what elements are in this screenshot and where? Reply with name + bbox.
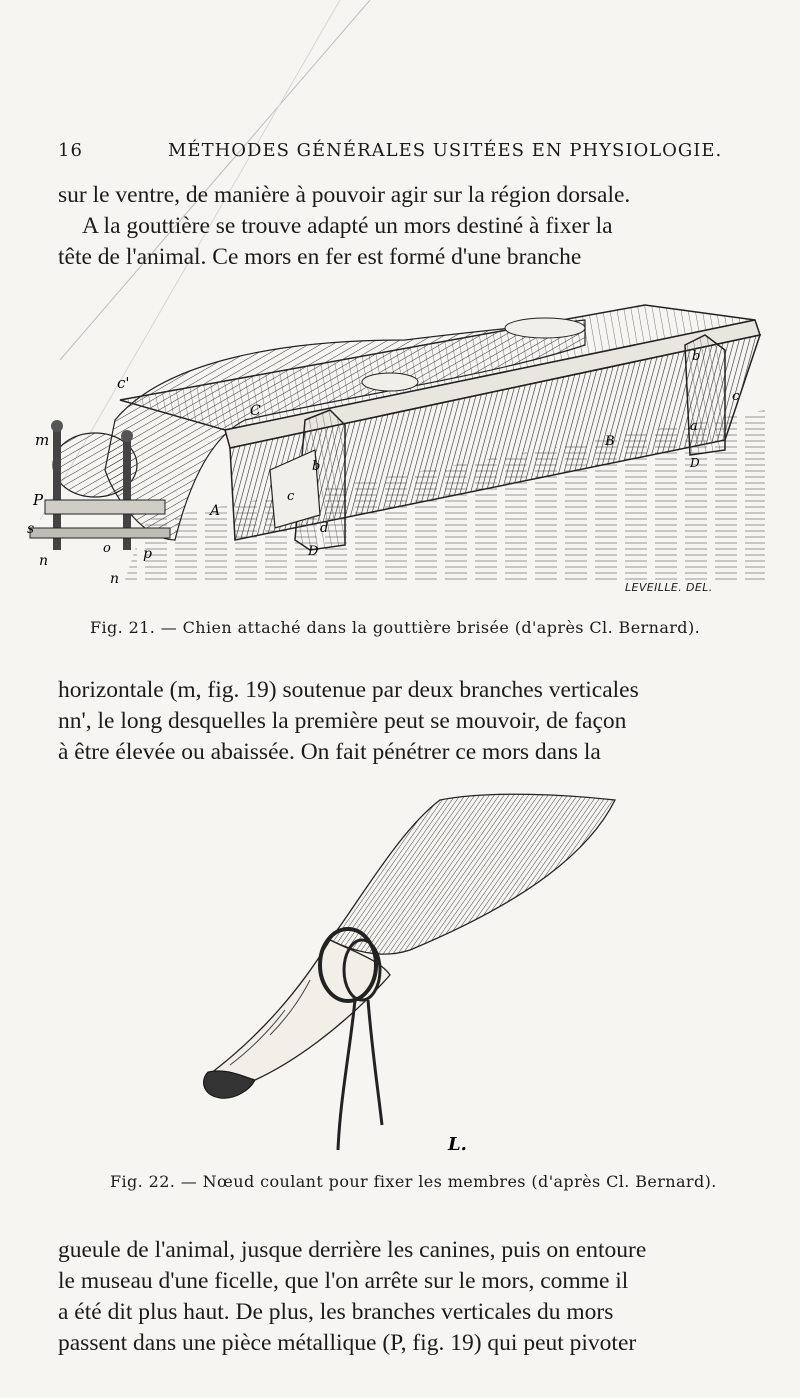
- figure-22-illustration: [190, 790, 630, 1160]
- svg-text:a: a: [690, 419, 698, 434]
- text-line: sur le ventre, de manière à pouvoir agir sur la région dorsale.: [58, 182, 631, 208]
- text-line: a été dit plus haut. De plus, les branches verticales du mors: [58, 1299, 614, 1325]
- text-line: nn', le long desquelles la première peut se mouvoir, de façon: [58, 708, 627, 734]
- svg-text:n: n: [39, 553, 49, 569]
- page-number: 16: [58, 140, 83, 161]
- svg-text:d: d: [320, 521, 329, 536]
- artist-signature: LEVEILLE. DEL.: [625, 581, 713, 594]
- svg-text:n: n: [110, 571, 120, 587]
- figure-21-illustration: [25, 300, 765, 600]
- text-line: à être élevée ou abaissée. On fait pénétrer ce mors dans la: [58, 739, 601, 765]
- engraver-initial: L.: [448, 1134, 467, 1155]
- paragraph-middle: [58, 675, 758, 768]
- text-line: A la gouttière se trouve adapté un mors destiné à fixer la: [82, 213, 613, 239]
- svg-text:c: c: [287, 489, 295, 504]
- dog-leg-knot-engraving: [190, 790, 630, 1160]
- svg-text:c': c': [117, 374, 130, 392]
- text-line: passent dans une pièce métallique (P, fig. 19) qui peut pivoter: [58, 1330, 637, 1356]
- dog-in-trough-engraving: [25, 300, 765, 600]
- text-line: tête de l'animal. Ce mors en fer est formé d'une branche: [58, 244, 582, 270]
- svg-text:m: m: [35, 431, 50, 449]
- paragraph-bottom: [58, 1235, 758, 1359]
- svg-text:D: D: [308, 544, 319, 559]
- svg-text:o: o: [103, 541, 111, 556]
- svg-text:p: p: [143, 546, 152, 562]
- svg-text:A: A: [210, 503, 221, 519]
- text-line: horizontale (m, fig. 19) soutenue par deux branches verticales: [58, 677, 639, 703]
- paragraph-top: [58, 180, 758, 273]
- svg-text:b: b: [692, 349, 701, 364]
- figure-22-caption: Fig. 22. — Nœud coulant pour fixer les membres (d'après Cl. Bernard).: [110, 1172, 717, 1191]
- svg-text:B: B: [605, 434, 615, 449]
- svg-text:C: C: [250, 403, 261, 419]
- figure-21-caption: Fig. 21. — Chien attaché dans la gouttière brisée (d'après Cl. Bernard).: [90, 618, 701, 637]
- svg-text:P: P: [33, 491, 44, 509]
- text-line: gueule de l'animal, jusque derrière les canines, puis on entoure: [58, 1237, 647, 1263]
- svg-text:b: b: [312, 459, 321, 474]
- running-title: MÉTHODES GÉNÉRALES USITÉES EN PHYSIOLOGIE.: [168, 140, 723, 161]
- svg-text:D: D: [690, 456, 700, 470]
- svg-text:s: s: [27, 521, 35, 537]
- text-line: le museau d'une ficelle, que l'on arrête sur le mors, comme il: [58, 1268, 629, 1294]
- svg-text:c: c: [732, 389, 740, 404]
